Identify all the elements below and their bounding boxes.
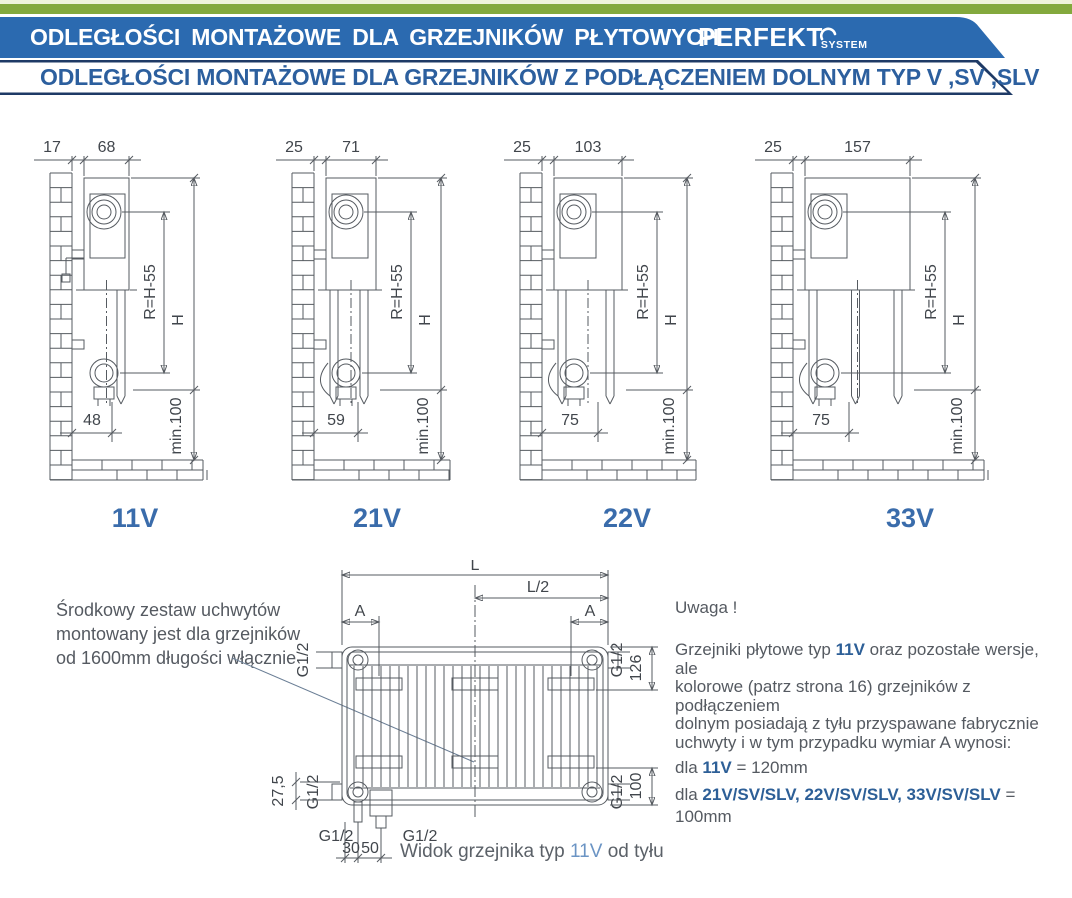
svg-text:27,5: 27,5	[270, 775, 287, 807]
brand-name: PERFEKT	[698, 22, 823, 52]
svg-text:G1/2: G1/2	[295, 642, 312, 678]
svg-text:min.100: min.100	[661, 397, 678, 455]
svg-text:min.100: min.100	[168, 397, 185, 455]
svg-text:R=H-55: R=H-55	[389, 264, 406, 320]
type-label-21v: 21V	[352, 503, 402, 533]
svg-text:103: 103	[574, 139, 602, 156]
side-diagram-33v	[731, 130, 991, 550]
svg-text:G1/2: G1/2	[609, 774, 626, 810]
uwaga-body	[675, 641, 1065, 828]
svg-text:157: 157	[844, 139, 871, 156]
uwaga-text-line: Grzejniki płytowe typ 11V oraz pozostałe wersje, ale	[675, 640, 1039, 678]
svg-text:71: 71	[342, 139, 360, 156]
header-banner	[0, 0, 1072, 100]
brand-logo	[698, 22, 870, 53]
uwaga-text-line: uchwyty i w tym przypadku wymiar A wynosi:	[675, 732, 1012, 752]
svg-text:G1/2: G1/2	[318, 828, 354, 845]
svg-text:50: 50	[361, 840, 379, 857]
svg-text:R=H-55: R=H-55	[142, 264, 159, 320]
brand-sub: SYSTEM	[820, 39, 868, 51]
uwaga-text-line: dolnym posiadają z tyłu przyspawane fabrycznie	[675, 714, 1039, 733]
svg-text:A: A	[354, 603, 366, 620]
svg-text:100: 100	[628, 772, 645, 800]
side-diagram-11v	[10, 130, 270, 550]
rear-view-caption: Widok grzejnika typ 11V od tyłu	[400, 841, 664, 862]
svg-text:min.100: min.100	[415, 397, 432, 455]
dimension-a-rule: dla 21V/SV/SLV, 22V/SV/SLV, 33V/SV/SLV = 100mm	[675, 785, 1016, 826]
svg-text:G1/2: G1/2	[609, 642, 626, 678]
svg-text:R=H-55: R=H-55	[923, 264, 940, 320]
rear-view-diagram	[270, 560, 690, 880]
note-line: montowany jest dla grzejników	[56, 624, 301, 644]
note-line: Środkowy zestaw uchwytów	[56, 600, 281, 620]
side-diagram-21v	[252, 130, 512, 550]
type-label-11v: 11V	[111, 503, 159, 533]
type-label-22v: 22V	[602, 503, 652, 533]
uwaga-text-line: kolorowe (patrz strona 16) grzejników z podłączeniem	[675, 677, 971, 715]
svg-text:G1/2: G1/2	[402, 828, 438, 845]
svg-text:48: 48	[83, 412, 101, 429]
svg-text:126: 126	[628, 654, 645, 682]
page-title: ODLEGŁOŚCI MONTAŻOWE DLA GRZEJNIKÓW PŁYTOWYCH	[30, 24, 720, 50]
svg-text:min.100: min.100	[949, 397, 966, 455]
svg-text:30: 30	[342, 840, 360, 857]
svg-text:H: H	[170, 314, 187, 326]
svg-text:H: H	[663, 314, 680, 326]
svg-text:L: L	[470, 560, 480, 574]
svg-text:L/2: L/2	[526, 579, 550, 596]
dimension-a-rule: dla 11V = 120mm	[675, 758, 808, 777]
page-subtitle: ODLEGŁOŚCI MONTAŻOWE DLA GRZEJNIKÓW Z PODŁĄCZENIEM DOLNYM TYP V ,SV ,SLV	[40, 64, 1040, 90]
svg-text:G1/2: G1/2	[305, 774, 322, 810]
svg-text:17: 17	[43, 139, 61, 156]
svg-text:A: A	[584, 603, 596, 620]
type-label-33v: 33V	[885, 503, 935, 533]
uwaga-title: Uwaga !	[675, 598, 738, 617]
svg-text:25: 25	[764, 139, 782, 156]
svg-text:25: 25	[285, 139, 303, 156]
side-diagram-22v	[480, 130, 740, 550]
uwaga-note	[675, 598, 1065, 828]
svg-text:75: 75	[812, 412, 830, 429]
svg-text:25: 25	[513, 139, 531, 156]
svg-text:59: 59	[327, 412, 345, 429]
svg-text:75: 75	[561, 412, 579, 429]
note-line: od 1600mm długości włącznie	[56, 648, 297, 668]
svg-text:H: H	[417, 314, 434, 326]
svg-text:H: H	[951, 314, 968, 326]
svg-text:68: 68	[97, 139, 116, 156]
svg-text:R=H-55: R=H-55	[635, 264, 652, 320]
